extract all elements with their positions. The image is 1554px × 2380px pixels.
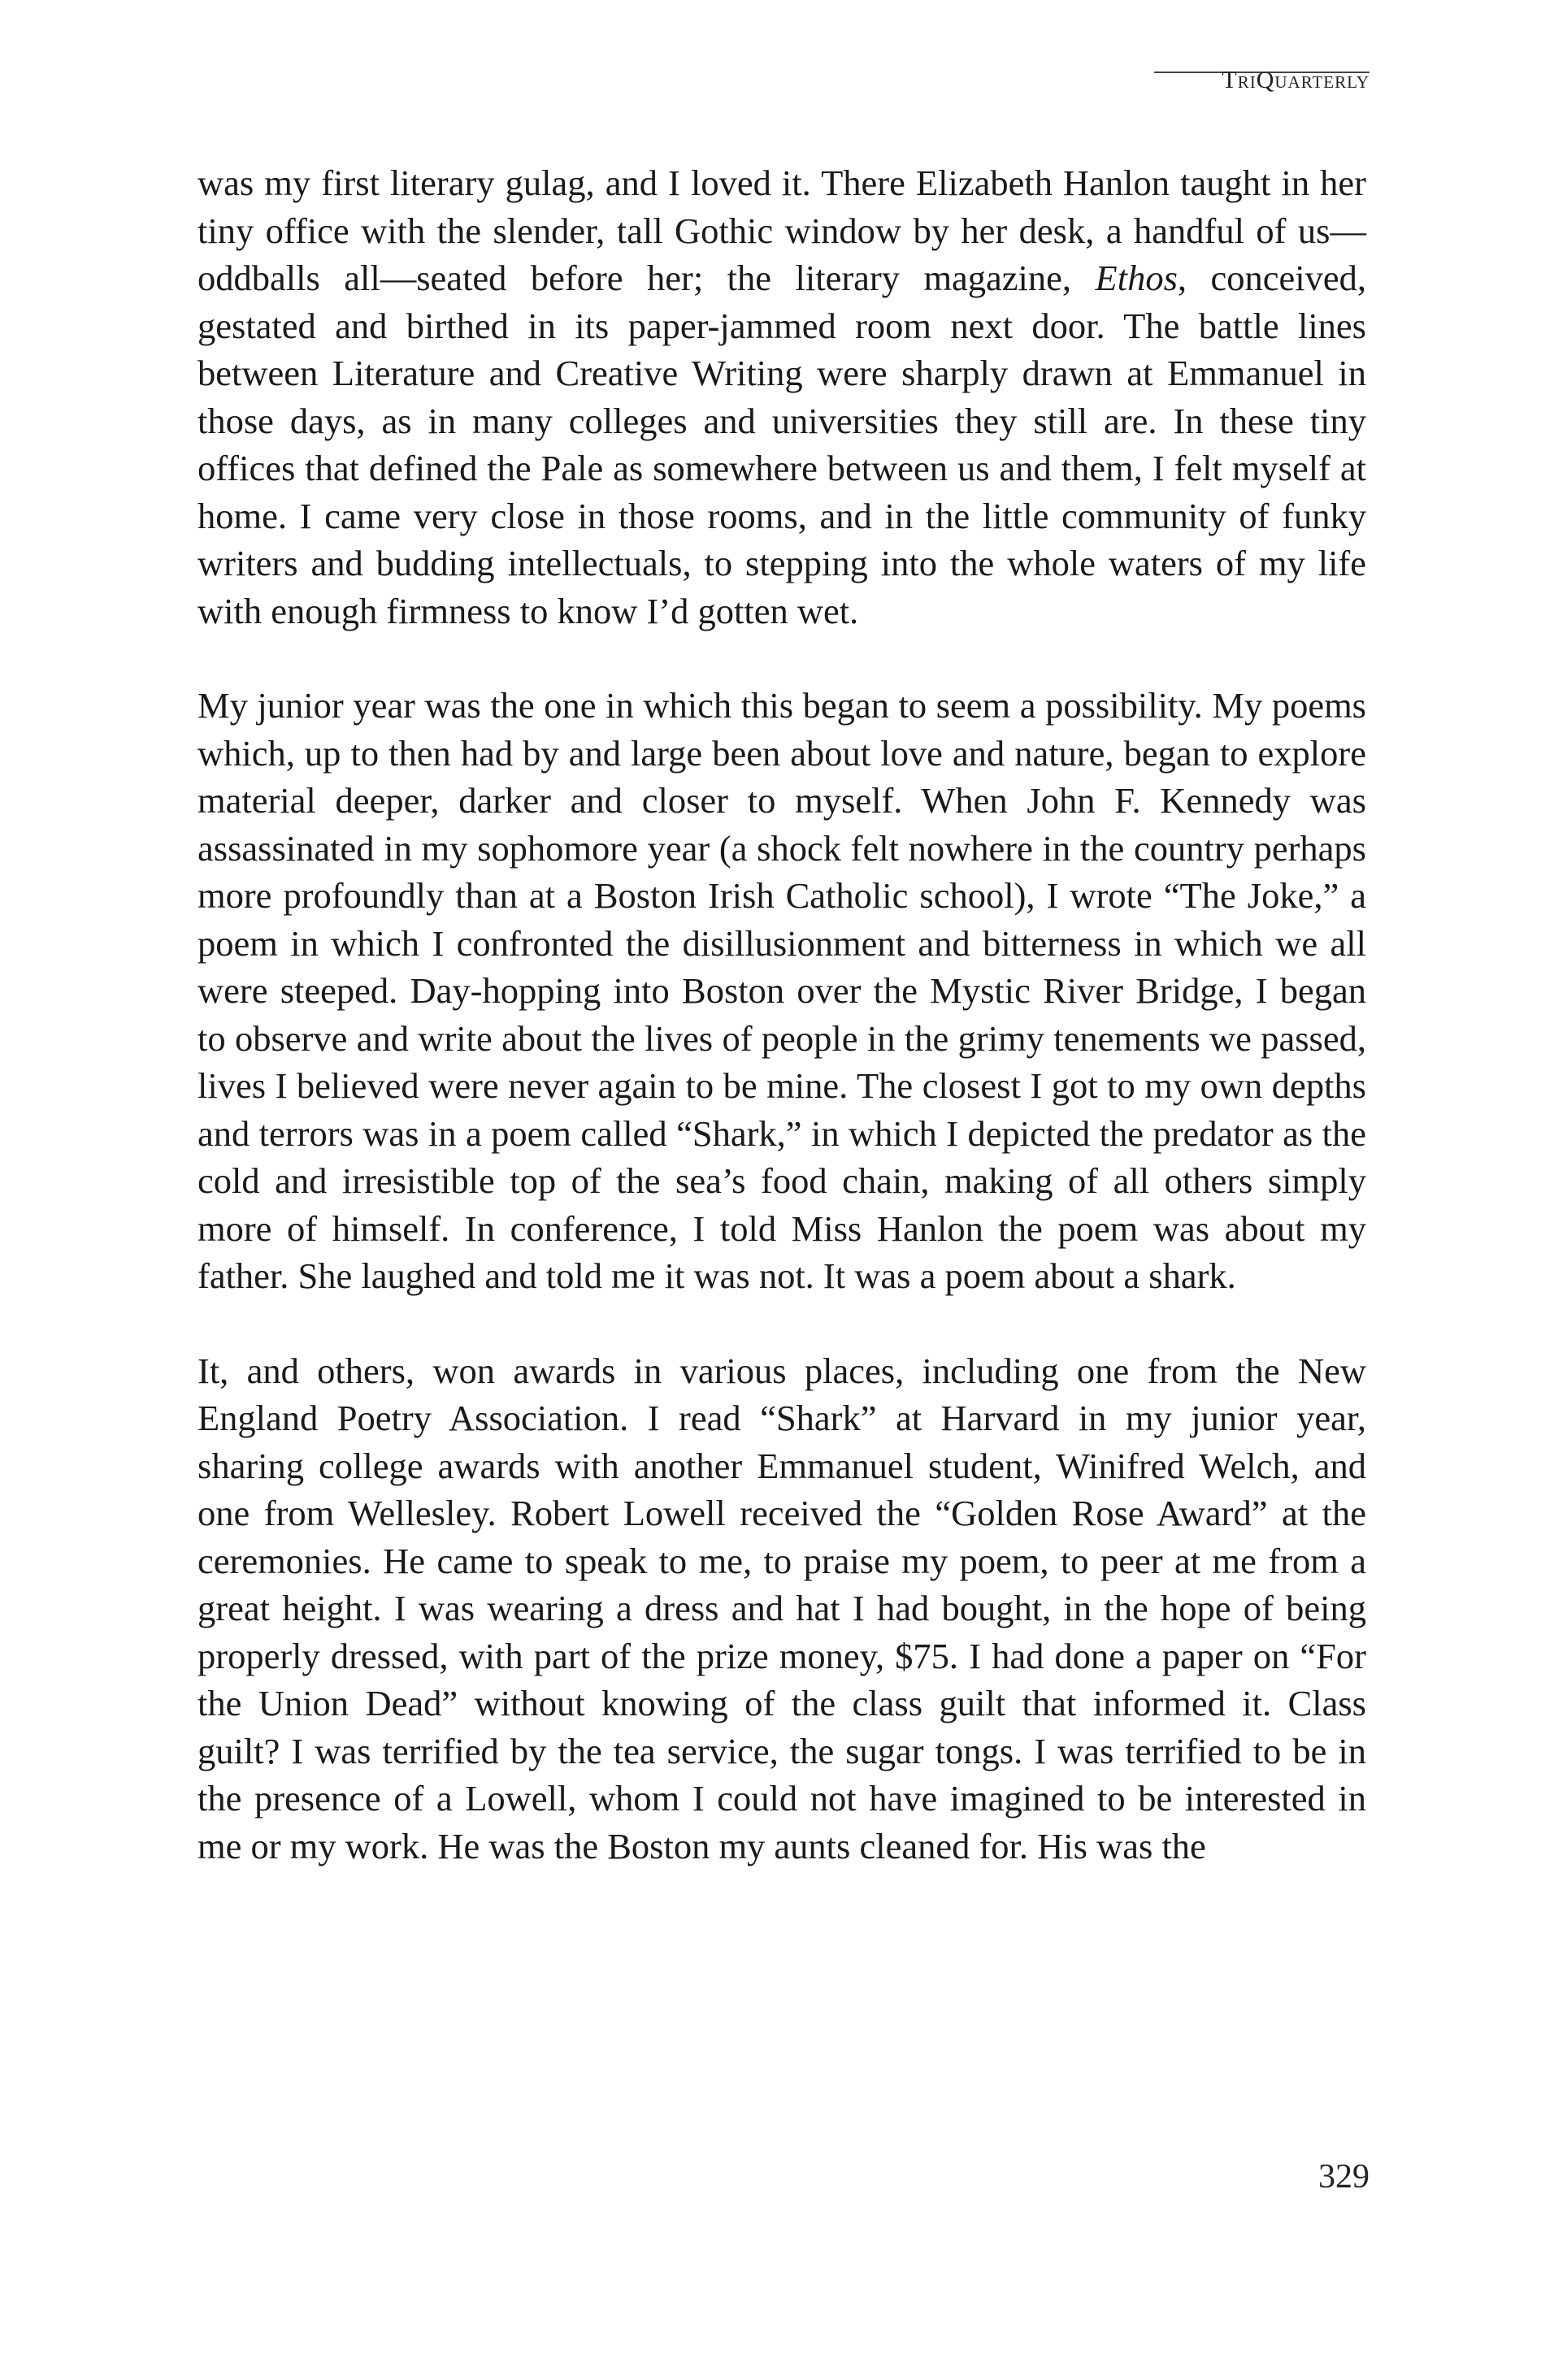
- paragraph-1: was my first literary gulag, and I loved it. There Elizabeth Hanlon taught in her tiny office with the slender, tall Gothic window by her desk, a handful of us—oddballs all—seated before her; the literary magazine, Ethos, conceived, gestated and birthed in its paper-jammed room next door. The battle lines between Literature and Creative Writing were sharply drawn at Emmanuel in those days, as in many colleges and universities they still are. In these tiny offices that defined the Pale as somewhere between us and them, I felt myself at home. I came very close in those rooms, and in the little community of funky writers and budding intellectuals, to stepping into the whole waters of my life with enough firmness to know I’d gotten wet.: [198, 163, 1366, 631]
- paragraph-3: It, and others, won awards in various places, including one from the New England Poetry Association. I read “Shark” at Harvard in my junior year, sharing college awards with another Emmanuel student, Winifred Welch, and one from Wellesley. Robert Lowell received the “Golden Rose Award” at the ceremonies. He came to speak to me, to praise my poem, to peer at me from a great height. I was wearing a dress and hat I had bought, in the hope of being properly dressed, with part of the prize money, $75. I had done a paper on “For the Union Dead” without knowing of the class guilt that informed it. Class guilt? I was terrified by the tea service, the sugar tongs. I was terrified to be in the presence of a Lowell, whom I could not have imagined to be interested in me or my work. He was the Boston my aunts cleaned for. His was the: [198, 1350, 1366, 1866]
- body-text: [198, 159, 1366, 1870]
- page-number: 329: [1318, 2158, 1370, 2196]
- paragraph-2: My junior year was the one in which this began to seem a possibility. My poems which, up to then had by and large been about love and nature, began to explore material deeper, darker and closer to myself. When John F. Kennedy was assassinated in my sophomore year (a shock felt nowhere in the country perhaps more profoundly than at a Boston Irish Catholic school), I wrote “The Joke,” a poem in which I confronted the disillusionment and bitterness in which we all were steeped. Day-hopping into Boston over the Mystic River Bridge, I began to observe and write about the lives of people in the grimy tenements we passed, lives I believed were never again to be mine. The closest I got to my own depths and terrors was in a poem called “Shark,” in which I depicted the predator as the cold and irresistible top of the sea’s food chain, making of all others simply more of himself. In conference, I told Miss Hanlon the poem was about my father. She laughed and told me it was not. It was a poem about a shark.: [198, 685, 1366, 1296]
- running-header: TriQuarterly: [1222, 67, 1370, 93]
- magazine-title: Ethos: [1095, 258, 1178, 298]
